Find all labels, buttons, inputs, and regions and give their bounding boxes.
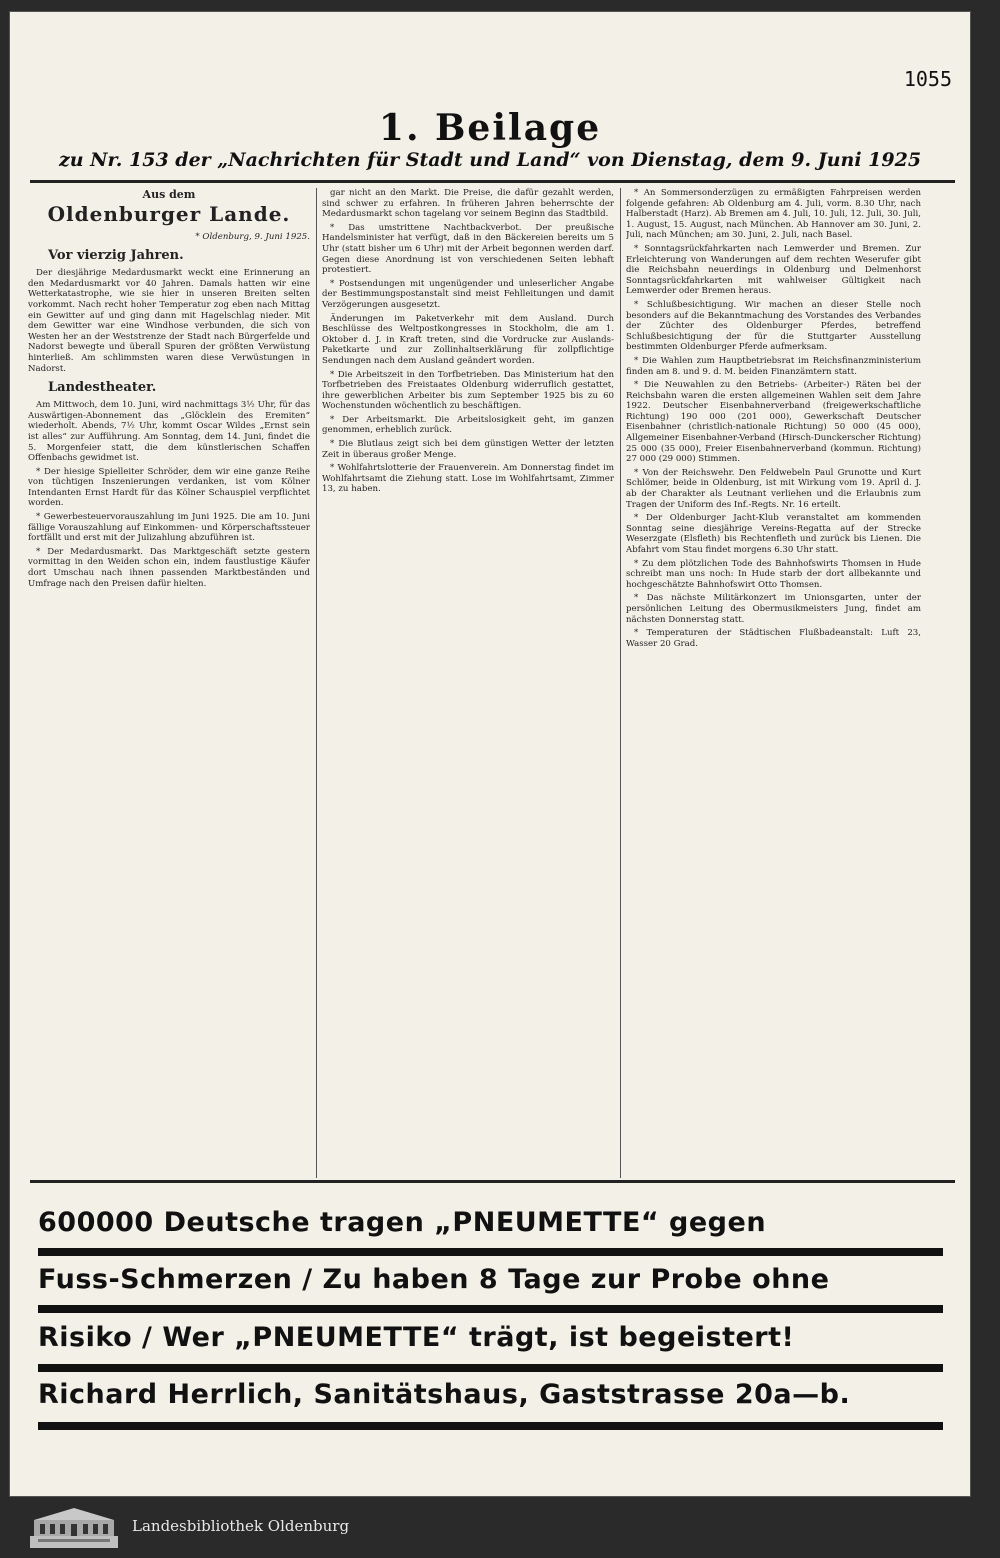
header-rule bbox=[30, 180, 955, 183]
column-divider bbox=[620, 188, 621, 1178]
article-body: * Die Arbeitszeit in den Torfbetrieben. Das Ministerium hat den Torfbetrieben des Freistaates Oldenburg widerruflich gestattet, ihre gewerblichen Arbeiter bis zum September 1925 bis zu 60 Wochenstunden wöchentlich zu beschäftigen. bbox=[322, 369, 614, 412]
article-body: * Von der Reichswehr. Den Feldwebeln Paul Grunotte und Kurt Schlömer, beide in Oldenburg, ist mit Wirkung vom 19. April d. J. ab der Charakter als Leutnant verliehen und die Erlaubnis zum Tragen der Uniform des Inf.-Regts. Nr. 16 erteilt. bbox=[626, 467, 921, 510]
article-title: Vor vierzig Jahren. bbox=[48, 248, 184, 264]
advertisement-line-4: Richard Herrlich, Sanitätshaus, Gaststrasse 20a—b. bbox=[38, 1379, 851, 1410]
page-number: 1055 bbox=[903, 67, 952, 91]
article-body: * Sonntagsrückfahrkarten nach Lemwerder und Bremen. Zur Erleichterung von Wanderungen auf dem rechten Weserufer gibt die Reichsbahn neuerdings in Oldenburg und Delmenhorst Sonntagsrückfahrkarten mit wahlweiser Gültigkeit nach Lemwerder oder Bremen heraus. bbox=[626, 243, 921, 297]
library-building-icon bbox=[28, 1506, 120, 1550]
article-body: * Schlußbesichtigung. Wir machen an dieser Stelle noch besonders auf die Bekanntmachung des Vorstandes des Verbandes der Züchter des Oldenburger Pferdes, betreffend Schlußbesichtigung der für die Stuttgarter Ausstellung bestimmten Oldenburger Pferde aufmerksam. bbox=[626, 299, 921, 353]
article-body: Änderungen im Paketverkehr mit dem Ausland. Durch Beschlüsse des Weltpostkongresses in Stockholm, die am 1. Oktober d. J. in Kraft treten, sind die Vordrucke zur Auslands-Paketkarte und zur Zollinhaltserklärung für zollpflichtige Sendungen nach dem Ausland geändert worden. bbox=[322, 313, 614, 366]
article-body: * Wohlfahrtslotterie der Frauenverein. Am Donnerstag findet im Wohlfahrtsamt die Ziehung statt. Lose im Wohlfahrtsamt, Zimmer 13, zu haben. bbox=[322, 463, 614, 495]
article-body: gar nicht an den Markt. Die Preise, die dafür gezahlt werden, sind schwer zu erfahren. In früheren Jahren beherrschte der Medardusmarkt schon tagelang vor seinem Beginn das Stadtbild. bbox=[322, 188, 614, 220]
article-body: * An Sommersonderzügen zu ermäßigten Fahrpreisen werden folgende gefahren: Ab Oldenburg am 4. Juli, vorm. 8.30 Uhr, nach Halberstadt (Harz). Ab Bremen am 4. Juli, 10. Juli, 12. Juli, 30. Juli, 1. August, 15. August, nach München. Ab Hannover am 30. Juni, 2. Juli, nach München; am 30. Juni, 2. Juli, nach Basel. bbox=[626, 188, 921, 241]
supplement-title: 1. Beilage bbox=[378, 107, 602, 149]
article-body: * Der hiesige Spielleiter Schröder, dem wir eine ganze Reihe von tüchtigen Inszenierungen verdanken, ist vom Kölner Intendanten Ernst Hardt für das Kölner Schauspiel verpflichtet worden. bbox=[28, 466, 310, 509]
advertisement-rule bbox=[30, 1180, 955, 1183]
supplement-subtitle: zu Nr. 153 der „Nachrichten für Stadt und Land“ von Dienstag, dem 9. Juni 1925 bbox=[58, 149, 922, 171]
article-body: * Das nächste Militärkonzert im Unionsgarten, unter der persönlichen Leitung des Obermusikmeisters Jung, findet am nächsten Donnerstag statt. bbox=[626, 593, 921, 625]
advertisement-bar bbox=[38, 1305, 943, 1313]
column-divider bbox=[316, 188, 317, 1178]
article-body: * Temperaturen der Städtischen Flußbadeanstalt: Luft 23, Wasser 20 Grad. bbox=[626, 628, 921, 649]
article-body: * Gewerbesteuervorauszahlung im Juni 1925. Die am 10. Juni fällige Vorauszahlung auf Einkommen- und Körperschaftssteuer fortfällt und erst mit der Julizahlung abzuführen ist. bbox=[28, 512, 310, 544]
column-3 bbox=[626, 188, 921, 1178]
newspaper-page bbox=[10, 12, 970, 1496]
article-body: * Postsendungen mit ungenügender und unleserlicher Angabe der Bestimmungspostanstalt sind meist Fehlleitungen und damit Verzögerungen ausgesetzt. bbox=[322, 278, 614, 310]
footer-bar bbox=[0, 1500, 1000, 1558]
article-body: * Der Medardusmarkt. Das Marktgeschäft setzte gestern vormittag in den Weiden schon ein, indem faustlustige Käufer dort Umschau nach ihnen passenden Marktbeständen und Umfrage nach den Preisen dafür hielten. bbox=[28, 546, 310, 589]
article-title: Landestheater. bbox=[48, 380, 157, 396]
column-2 bbox=[322, 188, 614, 1178]
advertisement-line-3: Risiko / Wer „PNEUMETTE“ trägt, ist begeistert! bbox=[38, 1322, 795, 1353]
advertisement-line-1: 600000 Deutsche tragen „PNEUMETTE“ gegen bbox=[38, 1207, 767, 1238]
section-headline: Oldenburger Lande. bbox=[47, 201, 291, 226]
advertisement-line-2: Fuss-Schmerzen / Zu haben 8 Tage zur Probe ohne bbox=[38, 1264, 830, 1295]
article-body: * Das umstrittene Nachtbackverbot. Der preußische Handelsminister hat verfügt, daß in den Bäckereien bereits um 5 Uhr (statt bisher um 6 Uhr) mit der Arbeit begonnen werden darf. Gegen diese Anordnung ist von verschiedenen Seiten lebhaft protestiert. bbox=[322, 222, 614, 276]
article-body: Am Mittwoch, dem 10. Juni, wird nachmittags 3½ Uhr, für das Auswärtigen-Abonnement das „Glöcklein des Eremiten“ wiederholt. Abends, 7½ Uhr, kommt Oscar Wildes „Ernst sein ist alles“ zur Aufführung. Am Sonntag, dem 14. Juni, findet die 5. Morgenfeier statt, die dem künstlerischen Schaffen Offenbachs gewidmet ist. bbox=[28, 400, 310, 464]
article-body: * Der Oldenburger Jacht-Klub veranstaltet am kommenden Sonntag seine diesjährige Vereins-Regatta auf der Strecke Weserzgate (Elsfleth) bis Rechtenfleth und zurück bis Lienen. Die Abfahrt vom Stau findet morgens 6.30 Uhr statt. bbox=[626, 513, 921, 555]
advertisement-bar bbox=[38, 1248, 943, 1256]
article-body: * Zu dem plötzlichen Tode des Bahnhofswirts Thomsen in Hude schreibt man uns noch: In Hude starb der dort allbekannte und hochgeschätzte Bahnhofswirt Otto Thomsen. bbox=[626, 558, 921, 590]
institution-name[interactable]: Landesbibliothek Oldenburg bbox=[132, 1517, 350, 1535]
article-body: * Der Arbeitsmarkt. Die Arbeitslosigkeit geht, im ganzen genommen, erheblich zurück. bbox=[322, 414, 614, 436]
section-kicker: Aus dem bbox=[142, 188, 196, 201]
column-1 bbox=[28, 188, 310, 1178]
dateline: * Oldenburg, 9. Juni 1925. bbox=[195, 231, 310, 242]
advertisement-bar bbox=[38, 1364, 943, 1372]
article-body: * Die Wahlen zum Hauptbetriebsrat im Reichsfinanzministerium finden am 8. und 9. d. M. beiden Finanzämtern statt. bbox=[626, 355, 921, 377]
article-body: * Die Neuwahlen zu den Betriebs- (Arbeiter-) Räten bei der Reichsbahn waren die ersten allgemeinen Wahlen seit dem Jahre 1922. Deutscher Eisenbahnerverband (freigewerkschaftliche Richtung) 190 000 (201 000), Gewerkschaft Deutscher Eisenbahner (christlich-nationale Richtung) 50 000 (45 000), Allgemeiner Eisenbahner-Verband (Hirsch-Dunckerscher Richtung) 25 000 (35 000), Freier Eisenbahnerverband (kommun. Richtung) 27 000 (29 000) Stimmen. bbox=[626, 380, 921, 465]
advertisement-bar bbox=[38, 1422, 943, 1430]
article-body: * Die Blutlaus zeigt sich bei dem günstigen Wetter der letzten Zeit in überaus großer Menge. bbox=[322, 439, 614, 460]
article-body: Der diesjährige Medardusmarkt weckt eine Erinnerung an den Medardusmarkt vor 40 Jahren. Damals hatten wir eine Wetterkatastrophe, wie sie hier in unseren Breiten selten vorkommt. Nach recht hoher Temperatur zog eben nach Mittag ein Gewitter auf und ging dann mit Hagelschlag nieder. Mit dem Gewitter war eine Windhose verbunden, die sich von Westen her an der Weststrenze der Stadt nach Bürgerfelde und Nadorst bewegte und überall Spuren der größten Verwüstung hinterließ. Am schlimmsten waren diese Verwüstungen in Nadorst. bbox=[28, 268, 310, 374]
